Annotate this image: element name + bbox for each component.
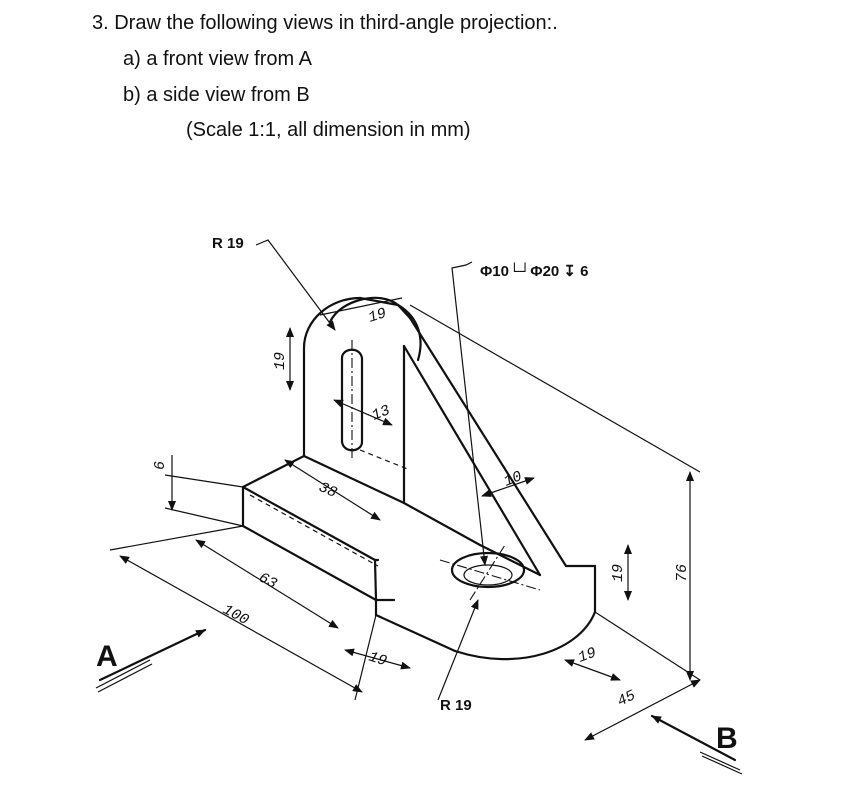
dim-45: 45 [614, 687, 639, 711]
radius-top-label: R 19 [212, 235, 244, 252]
hole-spec-label: Φ10└┘Φ20 ↧ 6 [480, 263, 589, 280]
dim-38: 38 [315, 479, 340, 502]
scale-note: (Scale 1:1, all dimension in mm) [186, 119, 471, 141]
dim-100: 100 [219, 601, 252, 630]
upright-lug [304, 298, 421, 503]
dim-19-right: 19 [575, 644, 599, 667]
dim-13: 13 [369, 402, 393, 425]
dim-19-front: 19 [366, 648, 389, 671]
radius-bottom-label: R 19 [440, 697, 472, 714]
dim-19-side: 19 [610, 563, 627, 582]
dim-19-top: 19 [366, 305, 389, 327]
dim-76: 76 [674, 563, 691, 582]
question-title: 3. Draw the following views in third-angle projection:. [92, 12, 558, 34]
question-part-a: a) a front view from A [123, 48, 312, 70]
view-label-a: A [96, 640, 118, 673]
support-rib [398, 305, 595, 575]
dim-10: 10 [501, 468, 525, 491]
view-label-b: B [716, 722, 738, 755]
dim-63: 63 [255, 569, 280, 593]
base-block [243, 456, 595, 659]
counterbore-hole [440, 545, 540, 600]
dim-19-left: 19 [272, 351, 289, 370]
dim-6: 6 [152, 460, 169, 470]
question-part-b: b) a side view from B [123, 84, 310, 106]
